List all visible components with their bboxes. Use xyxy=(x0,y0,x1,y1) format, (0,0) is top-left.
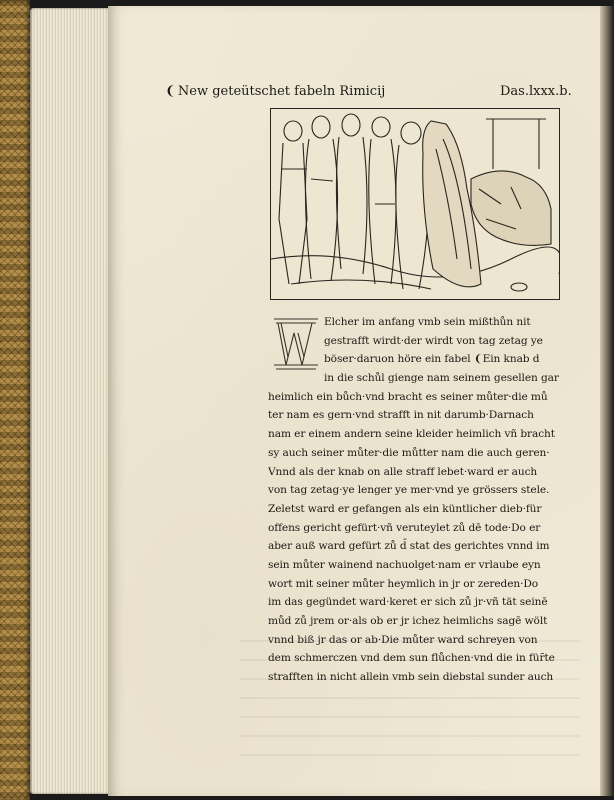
text-line: dem schmerczen vnd dem sun flůchen·vnd die in für̄te xyxy=(268,652,555,665)
text-line: nam er einem andern seine kleider heimlich vñ bracht xyxy=(268,428,555,441)
text-line: sy auch seiner můter·die můtter nam die auch geren· xyxy=(268,446,550,459)
woodcut-illustration-icon xyxy=(270,108,560,300)
text-line: gestrafft wirdt·der wirdt von tag zetag ye xyxy=(324,334,543,347)
paragraph-mark: ❨ xyxy=(165,84,176,99)
body-text xyxy=(268,313,586,687)
page-block-edges xyxy=(30,8,108,794)
woodcut-drawing xyxy=(271,109,559,299)
text-line: Elcher im anfang vmb sein mißthůn nit xyxy=(324,316,531,328)
text-line: vnnd biß jr das or ab·Die můter ward schreyen von xyxy=(268,633,538,646)
text-line: in die schůl gienge nam seinem gesellen gar xyxy=(324,372,559,385)
text-line: ter nam es gern·vnd strafft in nit darumb·Darnach xyxy=(268,409,534,422)
running-title: New geteütschet fabeln Rimicij xyxy=(177,84,386,99)
text-line: sein můter wainend nachuolget·nam er vrlaube eyn xyxy=(268,558,541,571)
text-line: im das gegündet ward·keret er sich zů jr·vñ tät seinē xyxy=(268,596,548,609)
text-line: strafften in nicht allein vmb sein diebstal sunder auch xyxy=(268,671,554,684)
text-line: můd zů jrem or·als ob er jr ichez heimlichs sagē wölt xyxy=(268,615,548,627)
text-line: von tag zetag·ye lenger ye mer·vnd ye grössers stele. xyxy=(268,484,550,497)
book-cover-edge xyxy=(0,0,30,800)
text-line: böser·daruon höre ein fabel ❨Ein knab d xyxy=(324,353,540,366)
running-header xyxy=(165,84,585,99)
folio-number: Das.lxxx.b. xyxy=(500,84,572,99)
show-through-ink xyxy=(240,640,580,760)
page-right-edge xyxy=(600,6,614,796)
text-line: Vnnd als der knab on alle straff lebet·ward er auch xyxy=(268,465,538,478)
text-line: heimlich ein bůch·vnd bracht es seiner můter·die mů xyxy=(268,390,548,403)
text-line: offens gericht gefürt·vñ veruteylet zů dē tode·Do er xyxy=(268,521,541,534)
text-line: aber auß ward gefürt zů d̄ stat des gerichtes vnnd im xyxy=(268,540,550,553)
text-line: wort mit seiner můter heymlich in jr or zereden·Do xyxy=(268,577,539,590)
text-line: Zeletst ward er gefangen als ein küntlicher dieb·für xyxy=(268,502,542,515)
